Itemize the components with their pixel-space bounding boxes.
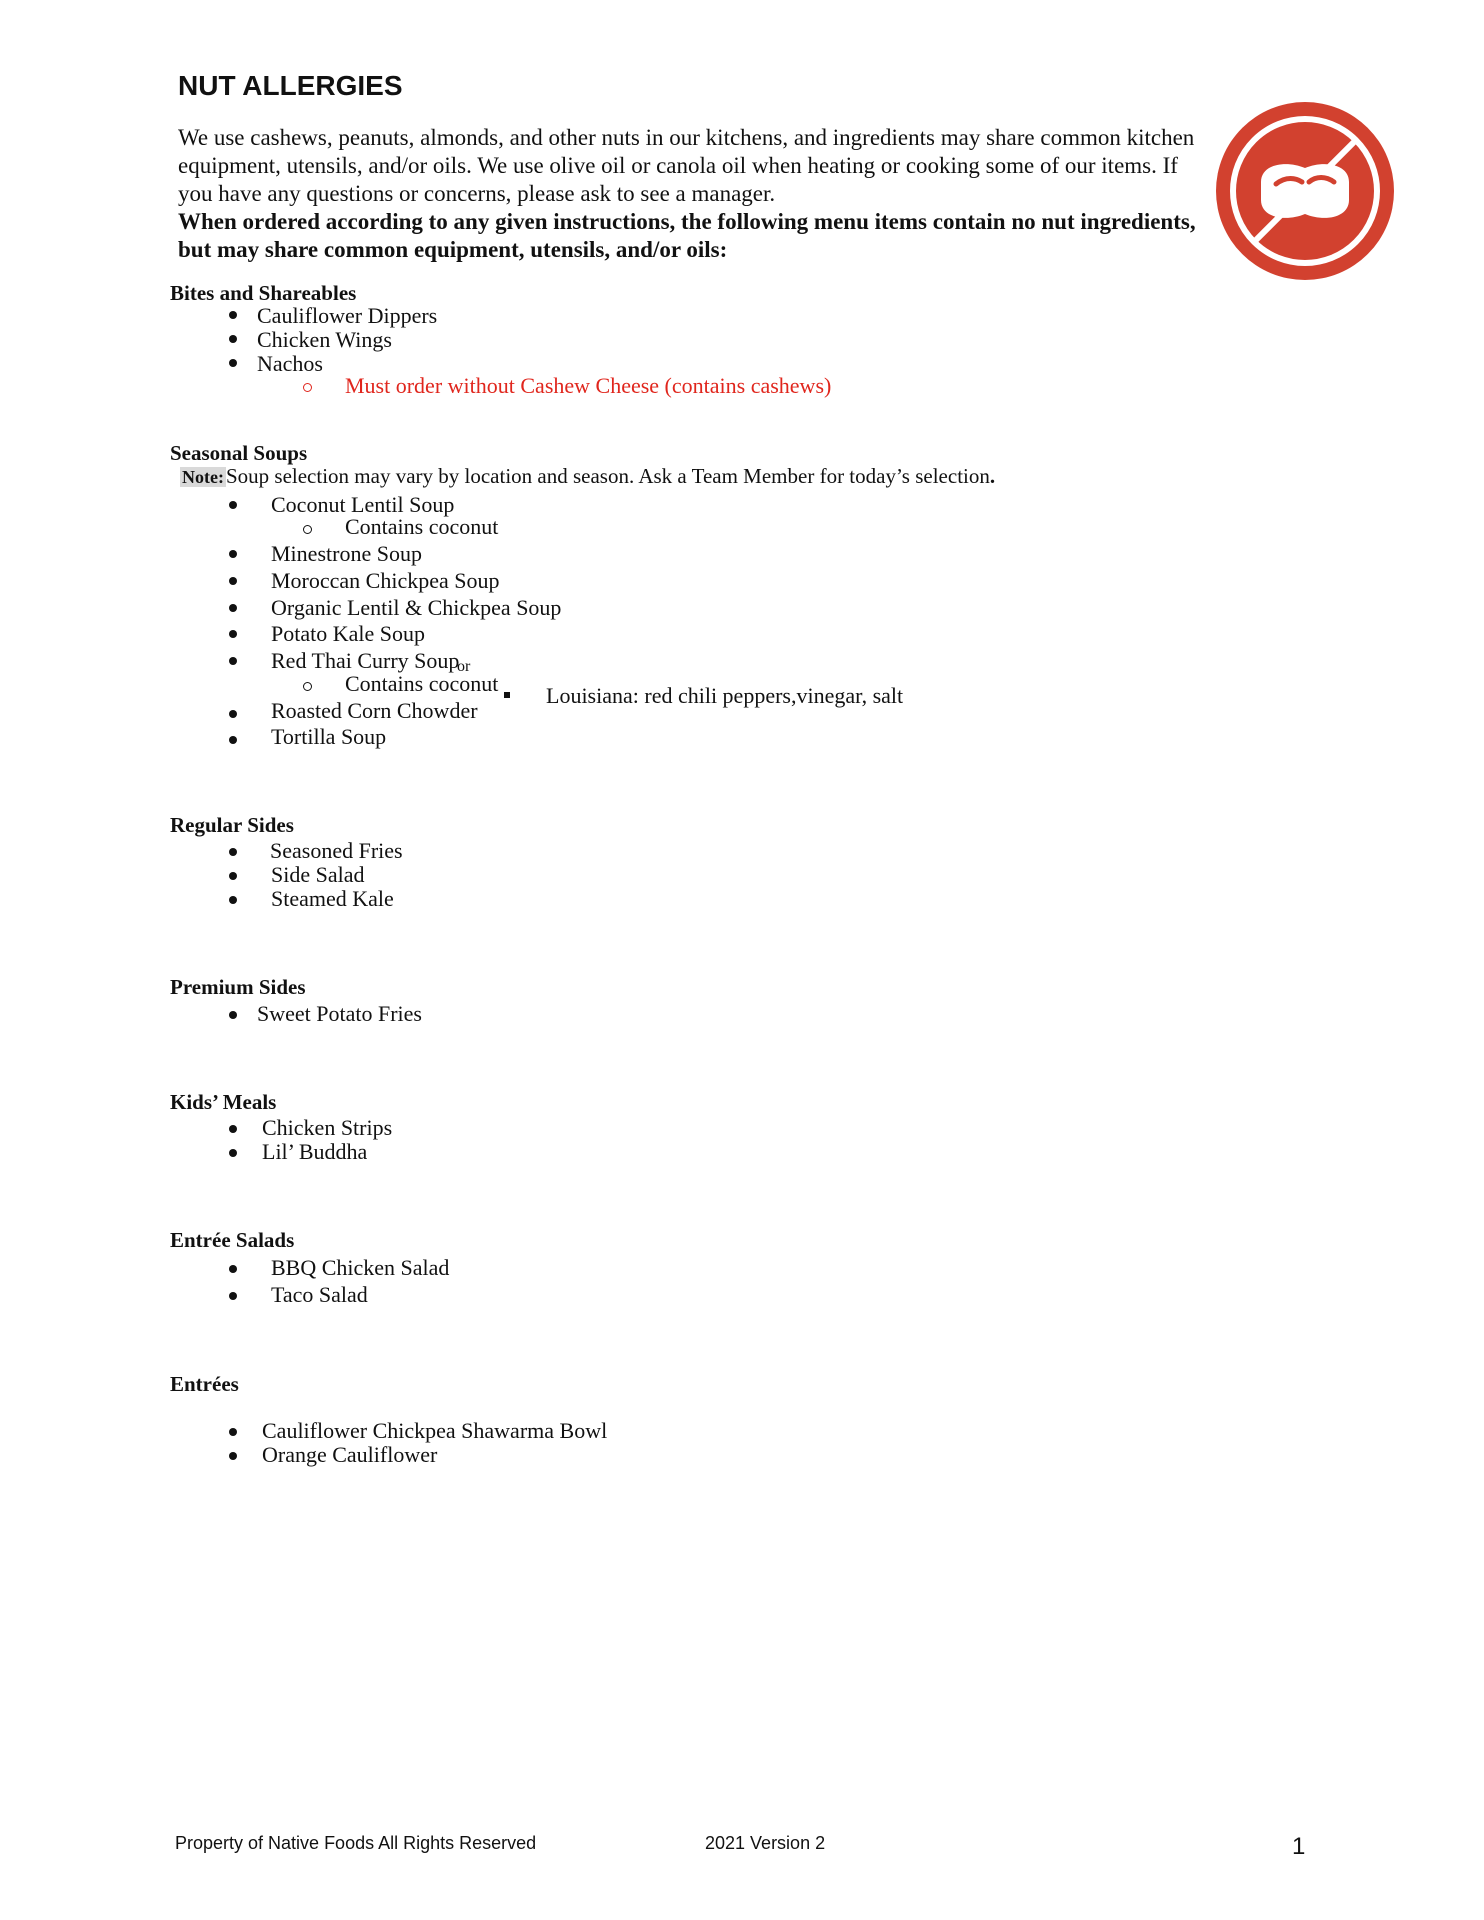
bullet-icon xyxy=(229,736,237,744)
stray-or-text: or xyxy=(457,658,471,675)
nachos-note: Must order without Cashew Cheese (contains cashews) xyxy=(345,373,832,398)
bullet-icon xyxy=(229,311,237,319)
list-item: Minestrone Soup xyxy=(271,541,422,566)
sub-bullet-icon xyxy=(303,383,312,392)
list-item: Organic Lentil & Chickpea Soup xyxy=(271,595,562,620)
section-heading-premium-sides: Premium Sides xyxy=(170,975,306,999)
section-heading-entrees: Entrées xyxy=(170,1372,239,1396)
soups-note xyxy=(180,464,995,489)
no-nuts-icon xyxy=(1216,102,1394,280)
intro-paragraph: We use cashews, peanuts, almonds, and other nuts in our kitchens, and ingredients may share common kitchen equipment, utensils, and/or oils. We use olive oil or canola oil when heating or cooking some of our items. If you have any questions or concerns, please ask to see a manager. xyxy=(178,125,1195,206)
section-heading-salads: Entrée Salads xyxy=(170,1228,295,1252)
bullet-icon xyxy=(229,630,237,638)
list-item: BBQ Chicken Salad xyxy=(271,1255,450,1280)
note-label: Note: xyxy=(182,467,224,487)
bullet-icon xyxy=(229,848,237,856)
bullet-icon xyxy=(229,896,237,904)
square-bullet-icon xyxy=(504,692,510,698)
bullet-icon xyxy=(229,604,237,612)
intro-instructions: When ordered according to any given instructions, the following menu items contain no nut ingredients, but may share common equipment, utensils, and/or oils: xyxy=(178,209,1196,262)
list-item: Coconut Lentil Soup xyxy=(271,492,455,517)
footer-version: 2021 Version 2 xyxy=(705,1833,826,1853)
section-heading-soups: Seasonal Soups xyxy=(170,441,308,465)
bullet-icon xyxy=(229,1428,237,1436)
list-item: Red Thai Curry Soup xyxy=(271,648,460,673)
bullet-icon xyxy=(229,1292,237,1300)
coconut-note: Contains coconut xyxy=(345,671,499,696)
bullet-icon xyxy=(229,501,237,509)
bullet-icon xyxy=(229,1149,237,1157)
bullet-icon xyxy=(229,1452,237,1460)
list-item: Potato Kale Soup xyxy=(271,621,425,646)
list-item: Tortilla Soup xyxy=(271,724,387,749)
bullet-icon xyxy=(229,657,237,665)
sub-bullet-icon xyxy=(303,682,312,691)
list-item: Orange Cauliflower xyxy=(262,1442,438,1467)
bullet-icon xyxy=(229,1125,237,1133)
bullet-icon xyxy=(229,335,237,343)
bullet-icon xyxy=(229,872,237,880)
bullet-icon xyxy=(229,1265,237,1273)
bullet-icon xyxy=(229,1011,237,1019)
bullet-icon xyxy=(229,577,237,585)
footer-copyright: Property of Native Foods All Rights Reserved xyxy=(175,1833,537,1853)
page-title: NUT ALLERGIES xyxy=(178,70,403,101)
list-item: Cauliflower Chickpea Shawarma Bowl xyxy=(262,1418,608,1443)
note-text: Soup selection may vary by location and season. Ask a Team Member for today’s selection xyxy=(225,464,990,488)
louisiana-note: Louisiana: red chili peppers,vinegar, salt xyxy=(546,683,904,708)
list-item: Steamed Kale xyxy=(271,886,394,911)
bullet-icon xyxy=(229,359,237,367)
note-period: . xyxy=(989,464,996,488)
coconut-note: Contains coconut xyxy=(345,514,499,539)
list-item: Moroccan Chickpea Soup xyxy=(271,568,500,593)
bullet-icon xyxy=(229,550,237,558)
section-heading-kids: Kids’ Meals xyxy=(170,1090,277,1114)
list-item: Roasted Corn Chowder xyxy=(271,698,478,723)
section-heading-regular-sides: Regular Sides xyxy=(170,813,294,837)
list-item: Cauliflower Dippers xyxy=(257,303,438,328)
list-item: Seasoned Fries xyxy=(270,838,403,863)
list-item: Taco Salad xyxy=(271,1282,368,1307)
section-heading-bites: Bites and Shareables xyxy=(170,281,357,305)
list-item: Chicken Wings xyxy=(257,327,392,352)
list-item: Sweet Potato Fries xyxy=(257,1001,422,1026)
list-item: Nachos xyxy=(257,351,323,376)
list-item: Chicken Strips xyxy=(262,1115,393,1140)
sub-bullet-icon xyxy=(303,525,312,534)
page-number: 1 xyxy=(1292,1833,1306,1860)
bullet-icon xyxy=(229,710,237,718)
list-item: Side Salad xyxy=(271,862,365,887)
list-item: Lil’ Buddha xyxy=(262,1139,368,1164)
